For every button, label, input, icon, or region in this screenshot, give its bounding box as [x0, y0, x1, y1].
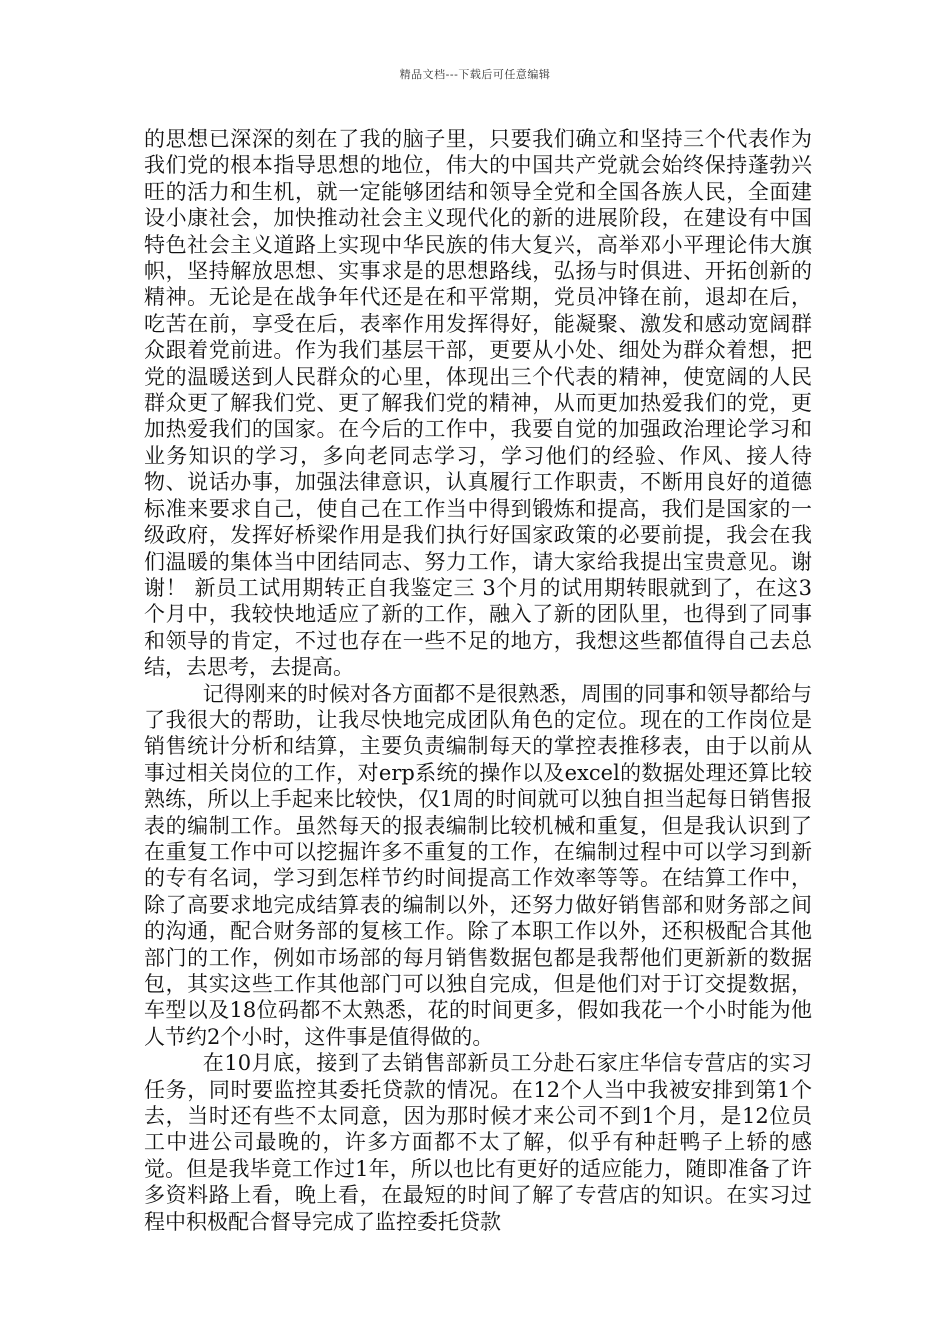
paragraph-3: 在10月底，接到了去销售部新员工分赴石家庄华信专营店的实习任务，同时要监控其委托贷款的情况。在12个人当中我被安排到第1个去，当时还有些不太同意，因为那时候才来公司不到1个月，是12位员工中进公司最晚的，许多方面都不太了解，似乎有种赶鸭子上轿的感觉。但是我毕竟工作过1年，所以也比有更好的适应能力，随即准备了许多资料路上看，晚上看，在最短的时间了解了专营店的知识。在实习过程中积极配合督导完成了监控委托贷款 [144, 1051, 812, 1234]
document-body [144, 126, 812, 1235]
paragraph-2: 记得刚来的时候对各方面都不是很熟悉，周围的同事和领导都给与了我很大的帮助，让我尽快地完成团队角色的定位。现在的工作岗位是销售统计分析和结算，主要负责编制每天的掌控表推移表，由于以前从事过相关岗位的工作，对erp系统的操作以及excel的数据处理还算比较熟练，所以上手起来比较快，仅1周的时间就可以独自担当起每日销售报表的编制工作。虽然每天的报表编制比较机械和重复，但是我认识到了在重复工作中可以挖掘许多不重复的工作，在编制过程中可以学习到新的专有名词，学习到怎样节约时间提高工作效率等等。在结算工作中，除了高要求地完成结算表的编制以外，还努力做好销售部和财务部之间的沟通，配合财务部的复核工作。除了本职工作以外，还积极配合其他部门的工作，例如市场部的每月销售数据包都是我帮他们更新新的数据包，其实这些工作其他部门可以独自完成，但是他们对于订交提数据，车型以及18位码都不太熟悉，花的时间更多，假如我花一个小时能为他人节约2个小时，这件事是值得做的。 [144, 681, 812, 1049]
paragraph-1: 的思想已深深的刻在了我的脑子里，只要我们确立和坚持三个代表作为我们党的根本指导思想的地位，伟大的中国共产党就会始终保持蓬勃兴旺的活力和生机，就一定能够团结和领导全党和全国各族人民，全面建设小康社会，加快推动社会主义现代化的新的进展阶段，在建设有中国特色社会主义道路上实现中华民族的伟大复兴，高举邓小平理论伟大旗帜，坚持解放思想、实事求是的思想路线，弘扬与时俱进、开拓创新的精神。无论是在战争年代还是在和平常期，党员冲锋在前，退却在后，吃苦在前，享受在后，表率作用发挥得好，能凝聚、激发和感动宽阔群众跟着党前进。作为我们基层干部，更要从小处、细处为群众着想，把党的温暖送到人民群众的心里，体现出三个代表的精神，使宽阔的人民群众更了解我们党、更了解我们党的精神，从而更加热爱我们的党，更加热爱我们的国家。在今后的工作中，我要自觉的加强政治理论学习和业务知识的学习，多向老同志学习，学习他们的经验、作风、接人待物、说话办事，加强法律意识，认真履行工作职责，不断用良好的道德标准来要求自己，使自己在工作当中得到锻炼和提高，我们是国家的一级政府，发挥好桥梁作用是我们执行好国家政策的必要前提，我会在我们温暖的集体当中团结同志、努力工作，请大家给我提出宝贵意见。谢谢！ 新员工试用期转正自我鉴定三 3个月的试用期转眼就到了，在这3个月中，我较快地适应了新的工作，融入了新的团队里，也得到了同事和领导的肯定，不过也存在一些不足的地方，我想这些都值得自己去总结，去思考，去提高。 [144, 127, 812, 680]
page-header: 精品文档---下载后可任意编辑 [399, 68, 551, 81]
